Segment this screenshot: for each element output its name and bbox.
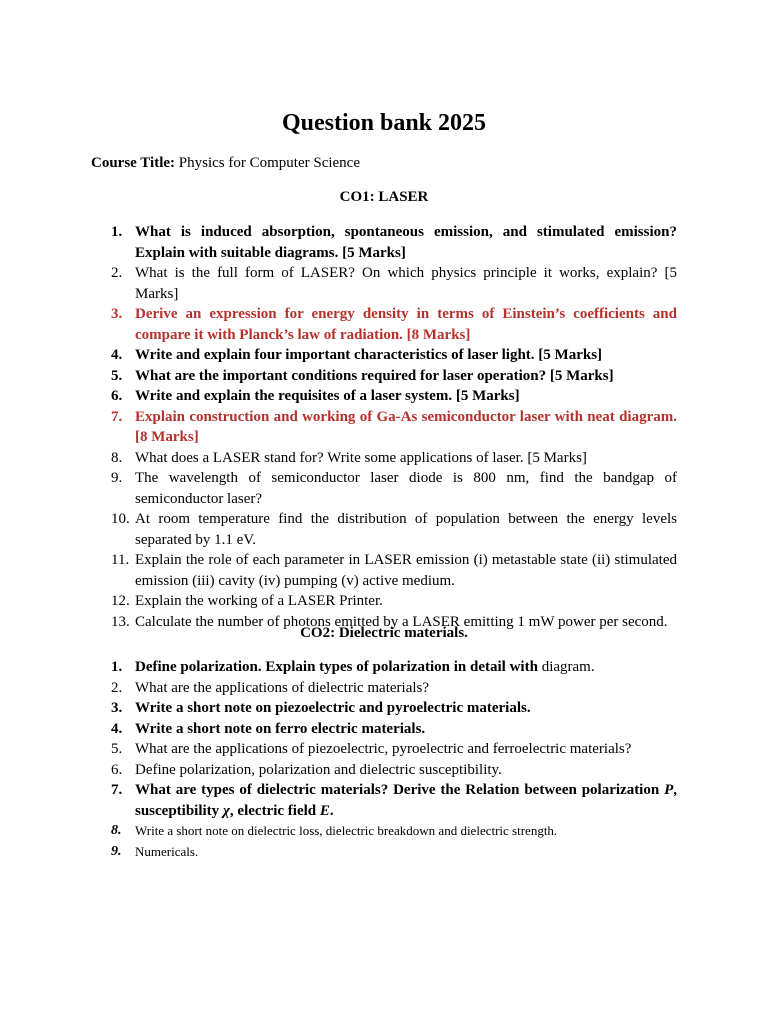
question-text: What is the full form of LASER? On which physics principle it works, explain? [5 Marks] [135, 265, 677, 302]
question-text: Calculate the number of photons emitted by a LASER emitting 1 mW power per second. [135, 613, 668, 630]
question-number: 6. [111, 388, 123, 404]
co2-question-7 [0, 780, 677, 821]
question-text-tail: diagram. [537, 659, 595, 675]
symbol-chi: χ [222, 802, 230, 819]
question-text: Explain the working of a LASER Printer. [135, 593, 383, 609]
question-text: Derive an expression for energy density in terms of Einstein’s coefficients and compare it with Planck’s law of radiation. [8 Marks] [135, 306, 677, 343]
question-text: Numericals. [135, 843, 199, 859]
course-title-line [91, 155, 360, 172]
question-number: 2. [111, 265, 123, 281]
co1-question-11 [0, 550, 677, 591]
question-number: 12. [111, 593, 130, 609]
symbol-p: P [664, 782, 674, 798]
question-text: Write a short note on piezoelectric and pyroelectric materials. [135, 700, 531, 716]
question-text-part: , electric field [229, 802, 320, 819]
question-number: 3. [111, 700, 123, 716]
question-number: 9. [111, 843, 122, 859]
co2-question-4 [0, 719, 677, 740]
co1-question-5 [0, 366, 677, 387]
course-title-label: Course Title: [91, 155, 176, 171]
co2-heading: CO2: Dielectric materials. [300, 625, 468, 641]
question-number: 4. [111, 347, 123, 363]
co1-question-1 [0, 222, 677, 263]
question-number: 11. [111, 552, 130, 568]
co2-question-9 [0, 842, 677, 863]
question-number: 5. [111, 741, 123, 757]
question-text: Define polarization, polarization and dielectric susceptibility. [135, 761, 502, 778]
question-number: 7. [111, 408, 123, 425]
question-text: What are the applications of dielectric materials? [135, 679, 430, 696]
question-number: 9. [111, 470, 123, 486]
question-text: What does a LASER stand for? Write some applications of laser. [5 Marks] [135, 449, 587, 466]
document-title: Question bank 2025 [281, 110, 487, 136]
co1-question-4 [0, 345, 677, 366]
question-text: Write a short note on dielectric loss, dielectric breakdown and dielectric strength. [135, 823, 558, 838]
question-number: 5. [111, 367, 123, 384]
co2-question-1 [0, 657, 677, 678]
question-text: Write and explain four important characteristics of laser light. [5 Marks] [135, 347, 603, 363]
question-number: 4. [111, 720, 123, 737]
question-number: 10. [111, 511, 130, 527]
question-text: At room temperature find the distribution of population between the energy levels separated by 1.1 eV. [135, 511, 677, 548]
co2-question-2 [0, 678, 677, 699]
question-number: 3. [111, 306, 123, 322]
question-number: 7. [111, 782, 123, 798]
question-number: 8. [111, 823, 122, 838]
co1-question-2 [0, 263, 677, 304]
co2-question-8 [0, 821, 677, 842]
co1-question-10 [0, 509, 677, 550]
course-title-value: Physics for Computer Science [178, 155, 360, 171]
question-number: 2. [111, 679, 123, 696]
co1-heading: CO1: LASER [339, 189, 429, 205]
question-text-part: . [329, 802, 334, 819]
question-text: What are the important conditions required for laser operation? [5 Marks] [135, 367, 614, 384]
question-text: What are the applications of piezoelectric, pyroelectric and ferroelectric materials? [135, 741, 632, 757]
co2-question-3 [0, 698, 677, 719]
question-number: 13. [111, 613, 130, 630]
question-number: 1. [111, 659, 123, 675]
co2-question-6 [0, 760, 677, 781]
question-number: 8. [111, 449, 123, 466]
question-text: The wavelength of semiconductor laser diode is 800 nm, find the bandgap of semiconductor laser? [135, 470, 677, 507]
co1-question-7 [0, 407, 677, 448]
question-number: 1. [111, 224, 123, 240]
question-text: What are types of dielectric materials? Derive the Relation between polarization [135, 782, 665, 798]
co1-question-list [0, 222, 677, 632]
question-text: What is induced absorption, spontaneous emission, and stimulated emission? Explain with suitable diagrams. [5 Marks] [135, 224, 677, 261]
question-number: 6. [111, 761, 123, 778]
symbol-e: E [319, 802, 330, 819]
co1-question-6 [0, 386, 677, 407]
co1-question-8 [0, 448, 677, 469]
question-text: Define polarization. Explain types of polarization in detail with [135, 659, 538, 675]
co1-question-12 [0, 591, 677, 612]
question-text: Write and explain the requisites of a laser system. [5 Marks] [135, 388, 520, 404]
question-text-part: , susceptibility [135, 782, 677, 819]
co2-question-list [0, 657, 677, 862]
co2-question-5 [0, 739, 677, 760]
co1-question-9 [0, 468, 677, 509]
question-text: Explain construction and working of Ga-As semiconductor laser with neat diagram. [8 Marks] [135, 408, 677, 445]
question-text: Write a short note on ferro electric materials. [135, 720, 426, 737]
co1-question-3 [0, 304, 677, 345]
question-text: Explain the role of each parameter in LASER emission (i) metastable state (ii) stimulated emission (iii) cavity (iv) pumping (v) active medium. [135, 552, 677, 589]
